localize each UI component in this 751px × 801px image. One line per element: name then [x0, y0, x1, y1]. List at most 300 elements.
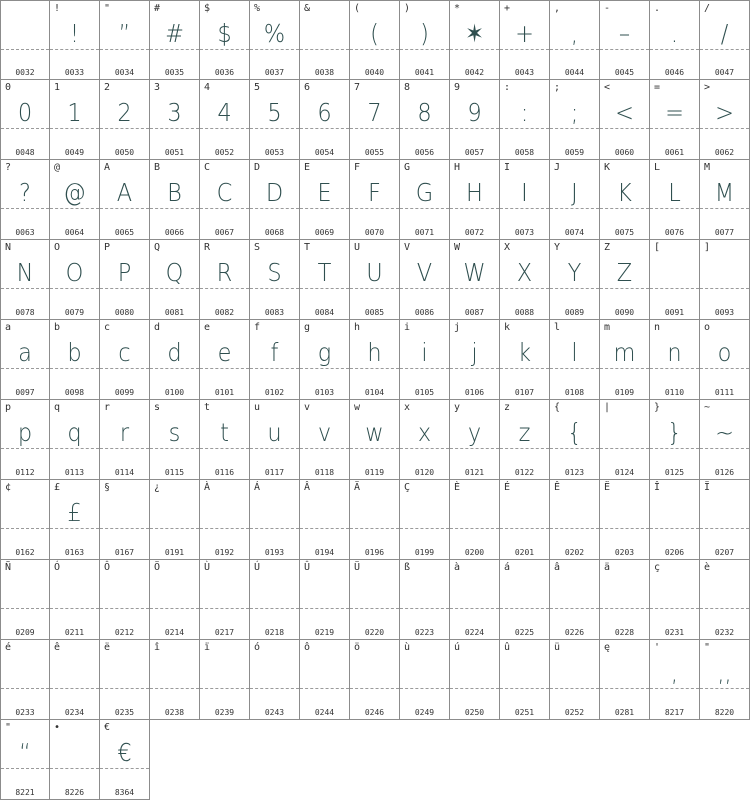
cell-code: 0085: [364, 308, 385, 317]
cell-char-label: K: [604, 162, 611, 173]
glyph-cell: [400, 320, 450, 400]
cell-code: 0211: [64, 628, 85, 637]
cell-code: 0053: [264, 148, 285, 157]
cell-char-label: O: [54, 242, 61, 253]
glyph-cell: [250, 240, 300, 320]
glyph-sample: T: [317, 258, 332, 287]
glyph-sample: [102, 495, 146, 531]
cell-char-label: Ú: [254, 562, 261, 573]
cell-code: 0219: [314, 628, 335, 637]
glyph-cell: [650, 0, 700, 80]
cell-char-label: ~: [704, 402, 711, 413]
glyph-sample: /: [720, 19, 729, 48]
glyph-sample: (: [370, 19, 379, 48]
glyph-cell: [0, 80, 50, 160]
cell-char-label: }: [654, 402, 661, 413]
glyph-sample: B: [167, 178, 182, 207]
glyph-cell: [700, 560, 750, 640]
cell-char-label: è: [704, 562, 711, 573]
glyph-cell: [400, 160, 450, 240]
glyph-cell: [700, 0, 750, 80]
glyph-sample: [52, 575, 96, 611]
cell-char-label: k: [504, 322, 511, 333]
glyph-cell: [300, 400, 350, 480]
glyph-sample: Z: [616, 258, 633, 287]
cell-code: 0194: [314, 548, 335, 557]
glyph-cell: [0, 640, 50, 720]
cell-char-label: ;: [554, 82, 561, 93]
cell-char-label: l: [554, 322, 561, 333]
glyph-sample: L: [668, 178, 681, 207]
cell-char-label: ]: [704, 242, 711, 253]
cell-code: 0078: [15, 308, 35, 317]
cell-code: 0036: [214, 68, 235, 77]
glyph-cell: [550, 400, 600, 480]
glyph-cell: [150, 80, 200, 160]
cell-code: 0043: [514, 68, 535, 77]
cell-char-label: ¢: [5, 482, 12, 493]
cell-code: 0081: [164, 308, 185, 317]
cell-code: 0162: [15, 548, 35, 557]
glyph-cell: [500, 80, 550, 160]
cell-code: 0196: [364, 548, 385, 557]
cell-char-label: é: [5, 642, 12, 653]
cell-code: 0050: [114, 148, 135, 157]
cell-char-label: 0: [5, 82, 12, 93]
glyph-sample: [252, 575, 296, 611]
glyph-sample: c: [118, 338, 131, 367]
cell-char-label: 7: [354, 82, 361, 93]
cell-code: 0046: [664, 68, 685, 77]
cell-code: 0040: [364, 68, 385, 77]
cell-code: 0076: [664, 228, 685, 237]
cell-code: 0202: [564, 548, 585, 557]
glyph-cell: [300, 80, 350, 160]
cell-code: 0214: [164, 628, 185, 637]
glyph-sample: –: [618, 19, 631, 48]
glyph-sample: E: [317, 178, 332, 207]
cell-code: 0068: [264, 228, 285, 237]
glyph-cell: [300, 160, 350, 240]
cell-char-label: Ê: [554, 482, 561, 493]
glyph-sample: 6: [317, 98, 332, 127]
cell-char-label: ë: [104, 642, 111, 653]
cell-code: 0201: [514, 548, 535, 557]
glyph-sample: [302, 16, 346, 52]
glyph-sample: ,: [570, 19, 579, 48]
glyph-cell: [250, 160, 300, 240]
cell-code: 0126: [714, 468, 735, 477]
cell-code: 0064: [64, 228, 85, 237]
cell-code: 0100: [164, 388, 185, 397]
glyph-sample: [152, 655, 196, 691]
cell-char-label: S: [254, 242, 261, 253]
glyph-cell: [400, 240, 450, 320]
cell-char-label: y: [454, 402, 461, 413]
cell-code: 8220: [714, 708, 735, 717]
glyph-cell: [100, 80, 150, 160]
glyph-cell: [450, 400, 500, 480]
glyph-cell: [400, 480, 450, 560]
glyph-cell: [150, 320, 200, 400]
glyph-cell: [100, 560, 150, 640]
cell-code: 0072: [464, 228, 485, 237]
cell-char-label: Â: [304, 482, 311, 493]
cell-char-label: Î: [654, 482, 661, 493]
glyph-cell: [200, 640, 250, 720]
cell-code: 0112: [15, 468, 35, 477]
glyph-sample: G: [415, 178, 434, 207]
cell-code: 0102: [264, 388, 285, 397]
cell-code: 0065: [114, 228, 135, 237]
glyph-sample: [302, 495, 346, 531]
glyph-sample: R: [216, 258, 233, 287]
cell-code: 0060: [614, 148, 635, 157]
cell-char-label: 9: [454, 82, 461, 93]
glyph-cell: [50, 80, 100, 160]
glyph-cell: [50, 400, 100, 480]
glyph-sample: 9: [467, 98, 482, 127]
cell-char-label: T: [304, 242, 311, 253]
cell-code: 0075: [614, 228, 635, 237]
glyph-sample: ;: [570, 98, 579, 127]
cell-char-label: §: [104, 482, 111, 493]
cell-char-label: F: [354, 162, 361, 173]
cell-code: 0048: [15, 148, 35, 157]
cell-char-label: A: [104, 162, 111, 173]
cell-char-label: 1: [54, 82, 61, 93]
glyph-cell: [500, 320, 550, 400]
glyph-cell: [450, 80, 500, 160]
glyph-cell: [350, 160, 400, 240]
glyph-cell: [50, 480, 100, 560]
cell-char-label: £: [54, 482, 61, 493]
glyph-sample: Y: [567, 258, 582, 287]
cell-code: 0034: [114, 68, 135, 77]
glyph-cell: [250, 400, 300, 480]
glyph-cell: [250, 480, 300, 560]
glyph-cell: [550, 240, 600, 320]
cell-code: 0037: [264, 68, 285, 77]
cell-code: 0239: [214, 708, 235, 717]
glyph-cell: [200, 160, 250, 240]
glyph-sample: 0: [17, 98, 33, 127]
glyph-sample: “: [19, 738, 31, 767]
glyph-cell: [400, 640, 450, 720]
cell-char-label: ï: [204, 642, 211, 653]
glyph-sample: z: [518, 418, 531, 447]
cell-code: 0080: [114, 308, 135, 317]
glyph-cell: [700, 80, 750, 160]
cell-code: 0074: [564, 228, 585, 237]
cell-code: 0062: [714, 148, 735, 157]
cell-char-label: =: [654, 82, 661, 93]
cell-char-label: G: [404, 162, 411, 173]
cell-char-label: @: [54, 162, 61, 173]
glyph-cell: [100, 640, 150, 720]
glyph-cell: [200, 80, 250, 160]
cell-code: 0252: [564, 708, 585, 717]
glyph-cell: [50, 0, 100, 80]
cell-code: 0234: [64, 708, 85, 717]
glyph-sample: [252, 495, 296, 531]
glyph-sample: l: [571, 338, 578, 367]
glyph-sample: f: [270, 338, 279, 367]
glyph-sample: n: [667, 338, 682, 367]
glyph-cell: [600, 640, 650, 720]
glyph-sample: M: [714, 178, 735, 207]
glyph-cell: [0, 0, 50, 80]
cell-char-label: E: [304, 162, 311, 173]
cell-char-label: B: [154, 162, 161, 173]
glyph-sample: @: [63, 178, 86, 207]
glyph-cell: [150, 240, 200, 320]
glyph-cell: [200, 480, 250, 560]
glyph-cell: [300, 240, 350, 320]
cell-code: 0124: [614, 468, 635, 477]
glyph-sample: £: [67, 498, 82, 527]
glyph-cell: [50, 640, 100, 720]
glyph-cell: [600, 240, 650, 320]
cell-char-label: Ö: [154, 562, 161, 573]
cell-char-label: I: [504, 162, 511, 173]
cell-code: 0121: [464, 468, 485, 477]
cell-code: 0059: [564, 148, 585, 157]
glyph-cell: [150, 560, 200, 640]
cell-char-label: Z: [604, 242, 611, 253]
glyph-cell: [50, 320, 100, 400]
cell-char-label: N: [5, 242, 12, 253]
cell-code: 0063: [15, 228, 35, 237]
glyph-sample: x: [417, 418, 432, 447]
cell-code: 0281: [614, 708, 635, 717]
glyph-sample: j: [471, 338, 478, 367]
glyph-sample: $: [217, 19, 232, 48]
glyph-cell: [400, 400, 450, 480]
glyph-sample: [202, 655, 246, 691]
glyph-sample: H: [466, 178, 483, 207]
glyph-sample: S: [267, 258, 282, 287]
glyph-sample: 7: [367, 98, 382, 127]
glyph-sample: [352, 575, 396, 611]
glyph-sample: [102, 655, 146, 691]
glyph-cell: [300, 560, 350, 640]
glyph-sample: [352, 655, 396, 691]
cell-code: 0207: [714, 548, 735, 557]
glyph-cell: [700, 400, 750, 480]
glyph-cell: [100, 160, 150, 240]
cell-code: 0231: [664, 628, 685, 637]
cell-char-label: <: [604, 82, 611, 93]
cell-char-label: &: [304, 3, 311, 14]
glyph-sample: [202, 495, 246, 531]
cell-code: 0232: [714, 628, 735, 637]
cell-char-label: P: [104, 242, 111, 253]
cell-code: 0082: [214, 308, 235, 317]
glyph-cell: [650, 560, 700, 640]
glyph-sample: i: [421, 338, 428, 367]
cell-code: 0120: [414, 468, 435, 477]
cell-code: 0083: [264, 308, 285, 317]
cell-char-label: 4: [204, 82, 211, 93]
glyph-cell: [500, 400, 550, 480]
glyph-sample: o: [717, 338, 732, 367]
glyph-sample: [552, 575, 596, 611]
cell-code: 0250: [464, 708, 485, 717]
glyph-cell: [300, 480, 350, 560]
glyph-cell: [650, 480, 700, 560]
glyph-sample: [152, 575, 196, 611]
cell-char-label: e: [204, 322, 211, 333]
glyph-cell: [0, 240, 50, 320]
cell-char-label: Ñ: [5, 562, 12, 573]
cell-code: 8217: [664, 708, 685, 717]
glyph-cell: [150, 480, 200, 560]
cell-char-label: U: [354, 242, 361, 253]
cell-code: 0089: [564, 308, 585, 317]
cell-char-label: ê: [54, 642, 61, 653]
glyph-sample: }: [667, 418, 682, 447]
cell-code: 0200: [464, 548, 485, 557]
glyph-sample: 2: [117, 98, 132, 127]
cell-code: 8364: [114, 788, 135, 797]
cell-char-label: Ó: [54, 562, 61, 573]
cell-code: 0077: [714, 228, 735, 237]
cell-char-label: >: [704, 82, 711, 93]
cell-code: 0203: [614, 548, 635, 557]
cell-char-label: É: [504, 482, 511, 493]
glyph-cell: [350, 80, 400, 160]
cell-code: 0056: [414, 148, 435, 157]
glyph-cell: [300, 640, 350, 720]
cell-char-label: ö: [354, 642, 361, 653]
cell-code: 0079: [64, 308, 85, 317]
glyph-cell: [350, 640, 400, 720]
glyph-sample: b: [67, 338, 82, 367]
glyph-cell: [500, 560, 550, 640]
cell-char-label: X: [504, 242, 511, 253]
cell-code: 0066: [164, 228, 185, 237]
glyph-cell: [350, 480, 400, 560]
glyph-sample: g: [317, 338, 332, 367]
cell-code: 0035: [164, 68, 185, 77]
cell-code: 0041: [414, 68, 435, 77]
glyph-cell: [650, 320, 700, 400]
glyph-cell: [650, 80, 700, 160]
glyph-cell: [600, 160, 650, 240]
cell-code: 0251: [514, 708, 535, 717]
glyph-cell: [250, 560, 300, 640]
glyph-sample: p: [17, 418, 33, 447]
cell-code: 0058: [514, 148, 535, 157]
cell-code: 0209: [15, 628, 35, 637]
glyph-cell: [550, 320, 600, 400]
glyph-sample: [652, 495, 696, 531]
glyph-sample: [602, 655, 646, 691]
glyph-sample: h: [367, 338, 382, 367]
cell-char-label: ä: [604, 562, 611, 573]
cell-char-label: Ç: [404, 482, 411, 493]
cell-code: 0163: [64, 548, 85, 557]
cell-char-label: /: [704, 3, 711, 14]
glyph-cell: [650, 160, 700, 240]
glyph-cell: [150, 640, 200, 720]
glyph-cell: [150, 160, 200, 240]
cell-char-label: ): [404, 3, 411, 14]
glyph-sample: e: [217, 338, 232, 367]
cell-code: 0042: [464, 68, 485, 77]
glyph-cell: [400, 560, 450, 640]
glyph-sample: [152, 495, 196, 531]
cell-char-label: H: [454, 162, 461, 173]
glyph-sample: :: [520, 98, 529, 127]
cell-code: 0233: [15, 708, 35, 717]
glyph-cell: [300, 0, 350, 80]
cell-char-label: â: [554, 562, 561, 573]
glyph-sample: =: [665, 98, 684, 127]
cell-char-label: s: [154, 402, 161, 413]
cell-code: 0049: [64, 148, 85, 157]
glyph-sample: a: [18, 338, 32, 367]
glyph-cell: [100, 320, 150, 400]
cell-code: 0235: [114, 708, 135, 717]
cell-char-label: À: [204, 482, 211, 493]
glyph-sample: w: [365, 418, 384, 447]
glyph-sample: [702, 575, 746, 611]
cell-char-label: û: [504, 642, 511, 653]
glyph-sample: >: [715, 98, 734, 127]
cell-code: 0113: [64, 468, 85, 477]
cell-char-label: ?: [5, 162, 12, 173]
glyph-sample: .: [670, 19, 679, 48]
glyph-sample: D: [265, 178, 284, 207]
glyph-cell: [200, 560, 250, 640]
glyph-cell: [350, 560, 400, 640]
cell-code: 0109: [614, 388, 635, 397]
cell-char-label: .: [654, 3, 661, 14]
glyph-sample: [652, 255, 696, 291]
cell-char-label: (: [354, 3, 361, 14]
cell-char-label: Q: [154, 242, 161, 253]
glyph-cell: [0, 320, 50, 400]
cell-code: 0110: [664, 388, 685, 397]
cell-char-label: r: [104, 402, 111, 413]
glyph-sample: <: [615, 98, 634, 127]
glyph-cell: [450, 160, 500, 240]
cell-code: 0051: [164, 148, 185, 157]
cell-char-label: ù: [404, 642, 411, 653]
cell-code: 0244: [314, 708, 335, 717]
cell-code: 0099: [114, 388, 135, 397]
glyph-cell: [300, 320, 350, 400]
glyph-cell: [450, 320, 500, 400]
glyph-sample: N: [16, 258, 34, 287]
glyph-sample: [452, 655, 496, 691]
glyph-sample: V: [416, 258, 433, 287]
cell-code: 0249: [414, 708, 435, 717]
cell-char-label: •: [54, 722, 61, 733]
cell-char-label: €: [104, 722, 111, 733]
cell-char-label: ü: [554, 642, 561, 653]
cell-code: 0098: [64, 388, 85, 397]
glyph-cell: [100, 720, 150, 800]
cell-code: 0115: [164, 468, 185, 477]
cell-char-label: Ô: [104, 562, 111, 573]
cell-code: 0106: [464, 388, 485, 397]
glyph-sample: W: [463, 258, 486, 287]
glyph-sample: y: [467, 418, 482, 447]
cell-char-label: Ë: [604, 482, 611, 493]
